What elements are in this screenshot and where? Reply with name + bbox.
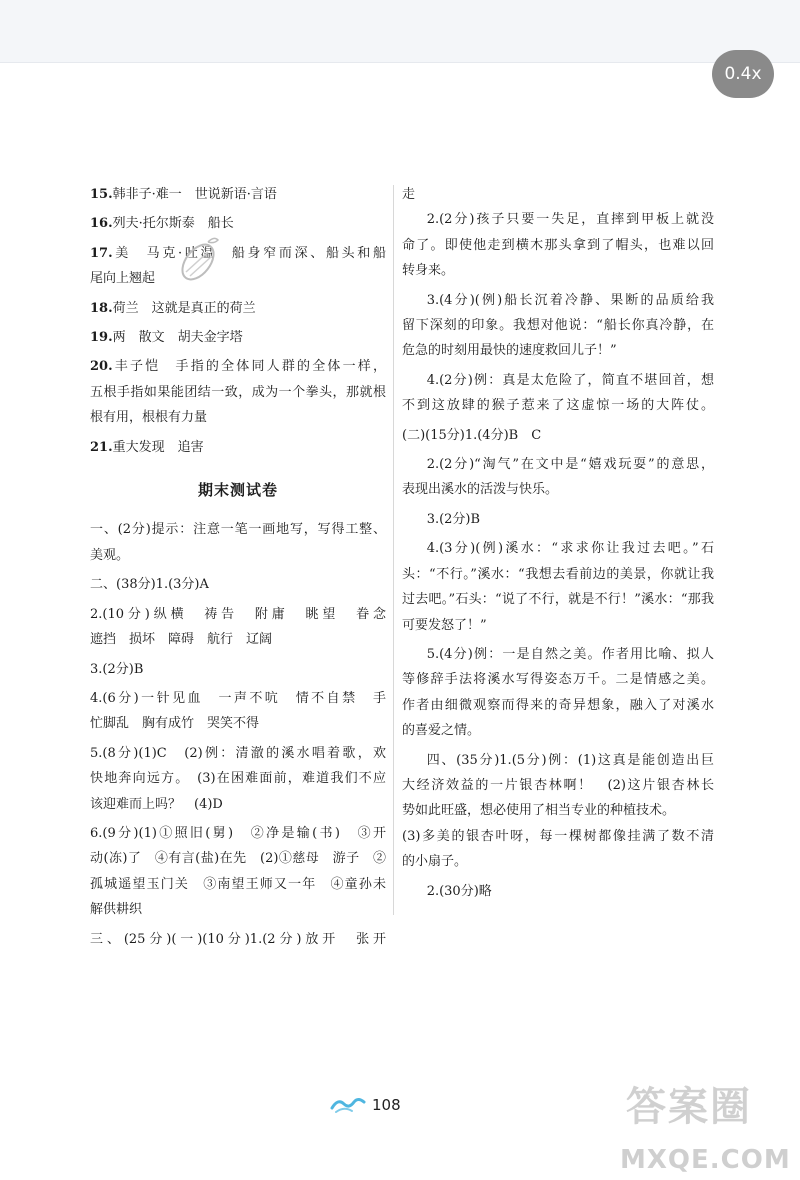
exam-line: 遮挡 损坏 障碍 航行 辽阔	[90, 632, 273, 648]
answer-line: 转身来。	[402, 263, 455, 279]
exam-line: 3.(2分)B	[90, 661, 144, 677]
answer-line: (二)(15分)1.(4分)B C	[402, 427, 542, 443]
exam-line: 一、(2分)提示：注意一笔一画地写，写得工整、	[90, 522, 386, 538]
answer-line: 3.(4分)(例)船长沉着冷静、果断的品质给我	[426, 292, 714, 308]
exam-line: 孤城遥望玉门关 ③南望王师又一年 ④童孙未	[90, 876, 386, 892]
exam-line: 三、(25分)(一)(10分)1.(2分)放开 张开	[90, 931, 386, 947]
answer-line: 20.丰子恺 手指的全体同人群的全体一样，	[90, 359, 386, 375]
answer-column-right	[402, 182, 714, 904]
answer-line: 五根手指如果能团结一致，成为一个拳头，那就根	[90, 384, 386, 400]
answer-line: 18.荷兰 这就是真正的荷兰	[90, 300, 256, 316]
exam-line: 美观。	[90, 547, 130, 563]
publisher-logo-icon	[330, 1096, 366, 1114]
answer-line: 4.(3分)(例)溪水：“求求你让我过去吧。”石	[426, 541, 714, 557]
exam-line: 二、(38分)1.(3分)A	[90, 577, 209, 593]
answer-line: 过去吧。”石头：“说了不行，就是不行！”溪水：“那我	[402, 592, 714, 608]
answer-line: 21.重大发现 追害	[90, 439, 204, 455]
exam-line: 4.(6分)一针见血 一声不吭 情不自禁 手	[90, 690, 386, 706]
answer-line: 命了。即使他走到横木那头拿到了帽头，也难以回	[402, 237, 714, 253]
stamp-mark	[168, 228, 232, 292]
exam-line: 2.(10分)纵横 祷告 附庸 眺望 眷念	[90, 606, 386, 622]
viewer-toolbar	[0, 0, 800, 63]
answer-line: 2.(2分)孩子只要一失足，直摔到甲板上就没	[426, 212, 714, 228]
page-number: 108	[372, 1096, 401, 1114]
exam-line: 快地奔向远方。 (3)在困难面前，难道我们不应	[90, 771, 386, 787]
answer-line: 作者由细微观察而得来的奇异想象，融入了对溪水	[402, 697, 714, 713]
answer-line: 2.(2分)“淘气”在文中是“嬉戏玩耍”的意思，	[426, 457, 714, 473]
answer-line: 的喜爱之情。	[402, 723, 481, 739]
exam-line: 该迎难而上吗？ (4)D	[90, 796, 223, 812]
section-title: 期末测试卷	[197, 481, 278, 500]
exam-line: 动(冻)了 ④有言(盐)在先 (2)①慈母 游子 ②	[90, 851, 386, 867]
answer-line: 16.列夫·托尔斯泰 船长	[90, 216, 234, 232]
answer-line: 四、(35分)1.(5分)例：(1)这真是能创造出巨	[426, 752, 714, 768]
answer-line: 根有用，根根有力量	[90, 410, 208, 426]
column-divider	[393, 185, 394, 915]
exam-line: 6.(9分)(1)①照旧(舅) ②净是输(书) ③开	[90, 825, 386, 841]
answer-line: 表现出溪水的活泼与快乐。	[402, 482, 559, 498]
answer-line: 走	[402, 187, 416, 202]
answer-line: 的小扇子。	[402, 854, 468, 870]
answer-line: 17.美 马克·吐温 船身窄而深、船头和船	[90, 245, 386, 261]
answer-line: 留下深刻的印象。我想对他说：“船长你真冷静，在	[402, 318, 714, 334]
answer-line: 大经济效益的一片银杏林啊！ (2)这片银杏林长	[402, 777, 714, 793]
answer-line: 尾向上翘起	[90, 271, 156, 287]
answer-line: 4.(2分)例：真是太危险了，简直不堪回首，想	[426, 372, 714, 388]
watermark-text: 答案圈	[626, 1084, 752, 1130]
stamp-graphic	[168, 228, 232, 292]
exam-line: 忙脚乱 胸有成竹 哭笑不得	[90, 716, 260, 732]
answer-line: 5.(4分)例：一是自然之美。作者用比喻、拟人	[426, 646, 714, 662]
exam-line: 5.(8分)(1)C (2)例：清澈的溪水唱着歌，欢	[90, 745, 386, 761]
answer-line: 2.(30分)略	[426, 883, 492, 899]
site-watermark	[618, 1075, 794, 1177]
answer-line: 15.韩非子·难一 世说新语·言语	[90, 187, 277, 202]
answer-line: 3.(2分)B	[426, 511, 481, 527]
answer-column-left	[90, 182, 386, 952]
page-footer	[330, 1096, 401, 1114]
zoom-level-badge[interactable]: 0.4x	[712, 50, 774, 98]
answer-line: 势如此旺盛，想必使用了相当专业的种植技术。	[402, 803, 676, 819]
answer-line: 19.两 散文 胡夫金字塔	[90, 330, 243, 346]
answer-line: 不到这放肆的猴子惹来了这虚惊一场的大阵仗。	[402, 398, 714, 414]
answer-line: 头：“不行。”溪水：“我想去看前边的美景，你就让我	[402, 566, 714, 582]
answer-line: 可要发怒了！”	[402, 617, 487, 633]
exam-line: 解供耕织	[90, 902, 143, 918]
answer-line: 等修辞手法将溪水写得姿态万千。二是情感之美。	[402, 672, 714, 688]
watermark-url: MXQE.COM	[620, 1145, 791, 1175]
answer-line: 危急的时刻用最快的速度救回儿子！”	[402, 343, 617, 359]
answer-line: (3)多美的银杏叶呀，每一棵树都像挂满了数不清	[402, 828, 714, 844]
